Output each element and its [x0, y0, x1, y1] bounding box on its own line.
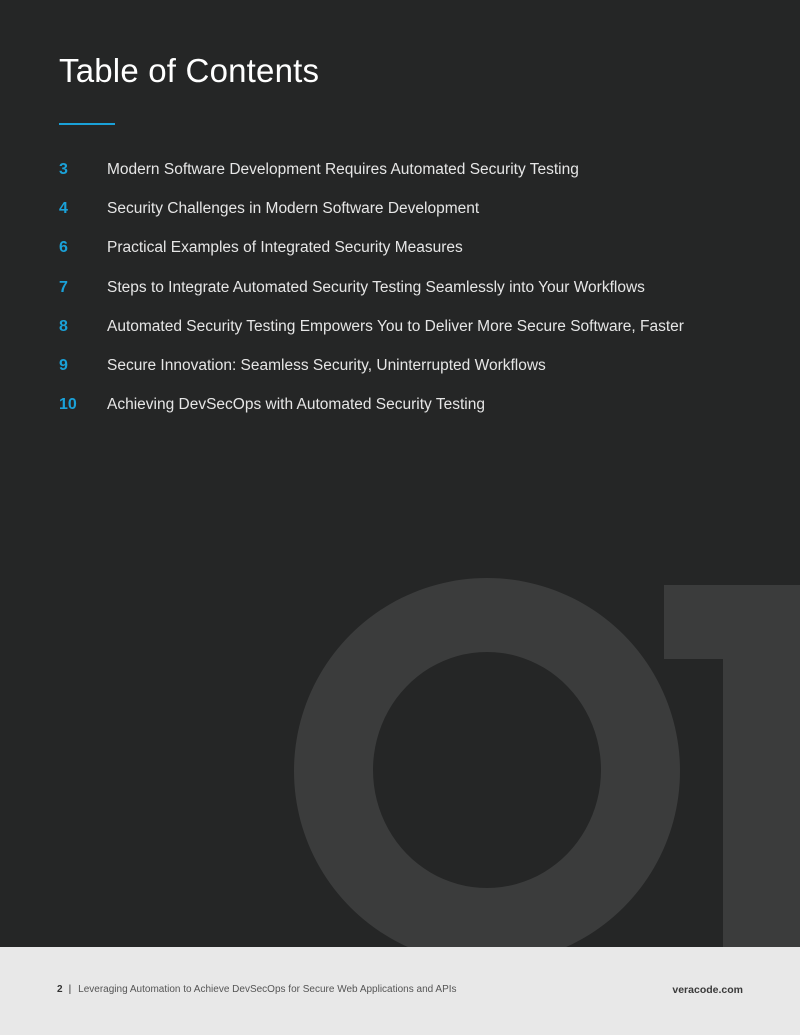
page-footer	[0, 947, 800, 1035]
footer-separator: |	[68, 984, 72, 995]
toc-item[interactable]	[59, 158, 759, 197]
toc-entry-title: Practical Examples of Integrated Security Measures	[107, 239, 463, 257]
decorative-one-shape	[664, 585, 800, 947]
footer-document-title: Leveraging Automation to Achieve DevSecOps for Secure Web Applications and APIs	[78, 984, 457, 995]
toc-page-number: 6	[59, 239, 68, 257]
toc-page-number: 4	[59, 200, 68, 218]
toc-item[interactable]	[59, 393, 759, 432]
toc-item[interactable]	[59, 236, 759, 275]
toc-entry-title: Steps to Integrate Automated Security Testing Seamlessly into Your Workflows	[107, 278, 645, 296]
toc-page-number: 3	[59, 161, 68, 178]
toc-entry-title: Achieving DevSecOps with Automated Security Testing	[107, 396, 485, 414]
toc-page-number: 8	[59, 317, 68, 335]
decorative-zero-shape	[294, 578, 680, 947]
toc-item[interactable]	[59, 354, 759, 393]
table-of-contents	[59, 158, 759, 432]
toc-item[interactable]	[59, 276, 759, 315]
page-title: Table of Contents	[59, 52, 320, 89]
toc-entry-title: Automated Security Testing Empowers You to Deliver More Secure Software, Faster	[107, 317, 684, 335]
toc-page-number: 10	[59, 396, 77, 414]
footer-page-number: 2	[57, 984, 63, 995]
toc-page-number: 7	[59, 278, 68, 296]
toc-entry-title: Security Challenges in Modern Software Development	[107, 200, 480, 218]
toc-item[interactable]	[59, 315, 759, 354]
title-underline	[59, 123, 115, 125]
toc-entry-title: Modern Software Development Requires Automated Security Testing	[107, 161, 579, 178]
footer-site-link[interactable]: veracode.com	[672, 984, 743, 996]
toc-page-number: 9	[59, 356, 68, 374]
toc-entry-title: Secure Innovation: Seamless Security, Uninterrupted Workflows	[107, 356, 546, 374]
footer-document-info	[57, 984, 457, 995]
toc-item[interactable]	[59, 197, 759, 236]
